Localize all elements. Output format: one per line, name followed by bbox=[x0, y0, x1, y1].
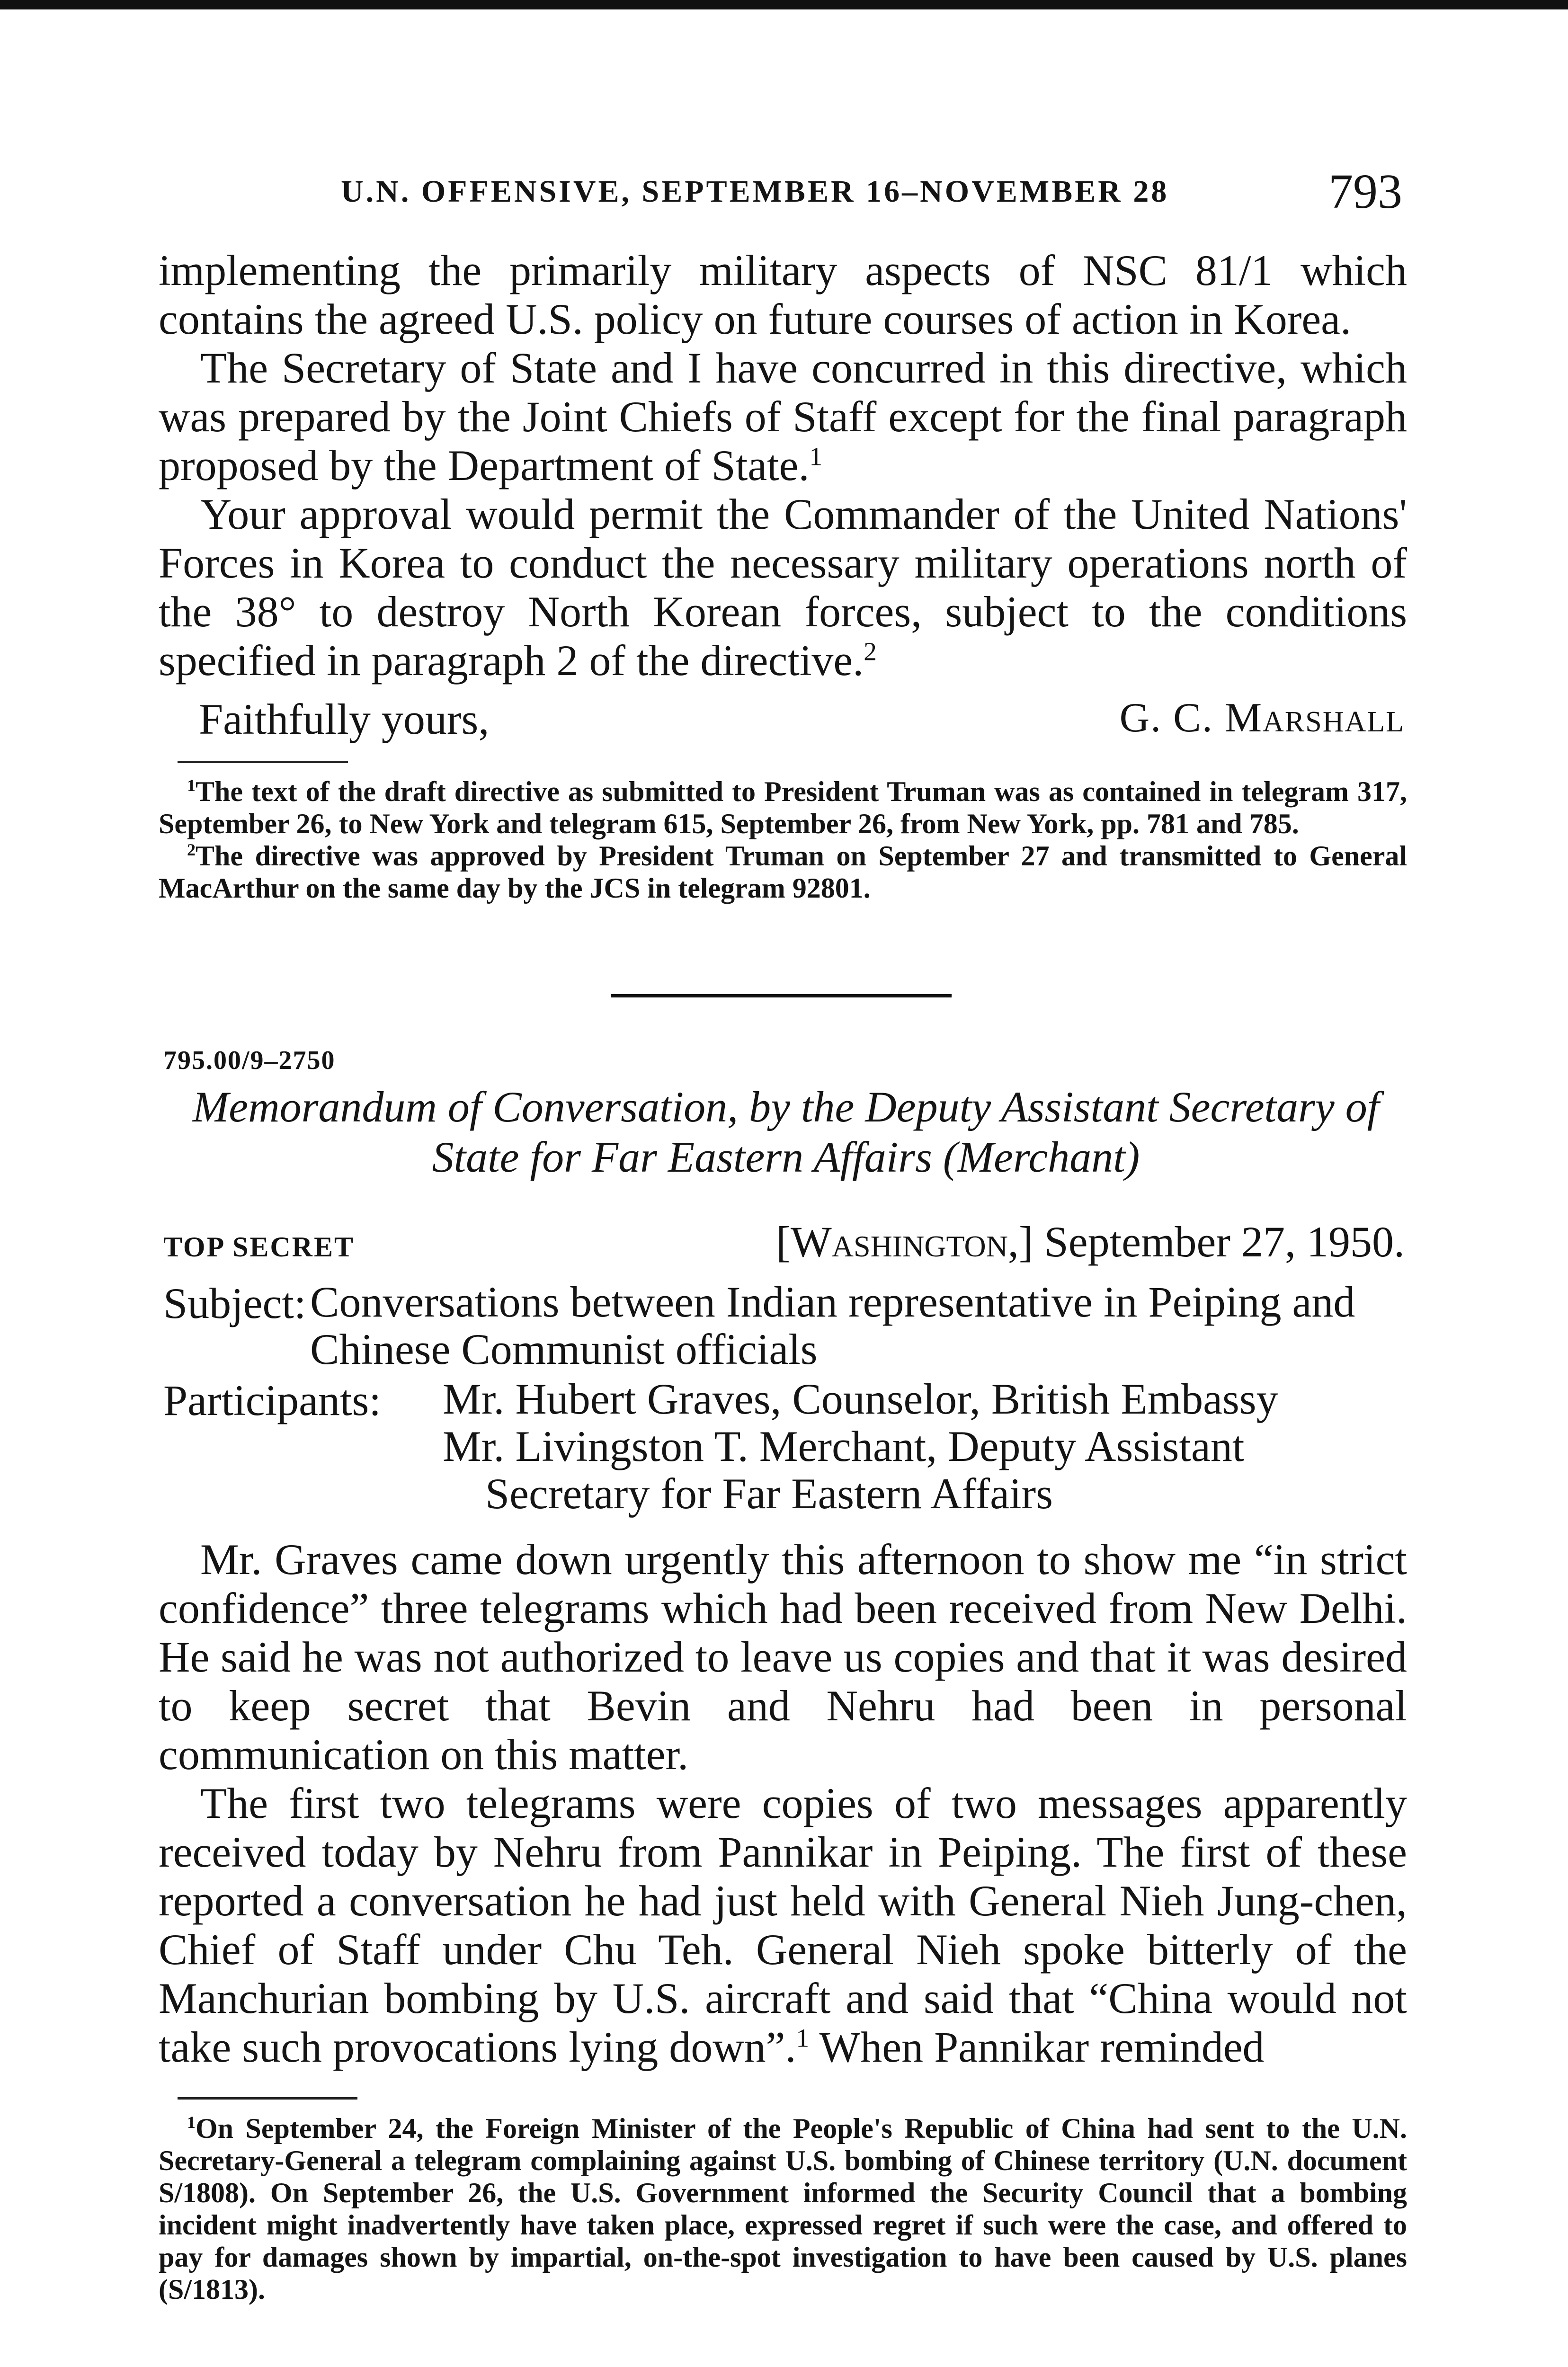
footnote-text: The directive was approved by President Truman on September 27 and transmitted to General MacArthur on the same day by the JCS in telegram 92801. bbox=[159, 840, 1407, 904]
title-line: Memorandum of Conversation, by the Deputy Assistant Secretary of bbox=[192, 1083, 1380, 1131]
letter-closing: Faithfully yours, bbox=[199, 695, 490, 743]
footnote-mark: 1 bbox=[187, 776, 196, 795]
footnote-reference: 1 bbox=[796, 2023, 810, 2053]
letter-paragraph bbox=[159, 246, 1407, 344]
title-line: State for Far Eastern Affairs (Merchant) bbox=[432, 1133, 1140, 1181]
participants-label: Participants: bbox=[163, 1376, 381, 1424]
footnote-text: On September 24, the Foreign Minister of the People's Republic of China had sent to the U.N. Secretary-General a telegram complaining against U.S. bombing of Chinese territory (U.N. document S/1808). On September 26, the U.S. Government informed the Security Council that a bombing incident might inadvertently have taken place, expressed regret if such were the case, and offered to pay for damages shown by impartial, on-the-spot investigation to have been caused by U.S. planes (S/1813). bbox=[159, 2113, 1407, 2305]
footnote-text: The text of the draft directive as submitted to President Truman was as contained in telegram 317, September 26, to New York and telegram 615, September 26, from New York, pp. 781 and 785. bbox=[159, 776, 1407, 839]
letter-signature: G. C. Marshall bbox=[1119, 695, 1405, 741]
paragraph-text: When Pannikar reminded bbox=[809, 2023, 1265, 2071]
memo-paragraph bbox=[159, 1779, 1407, 2072]
running-head: U.N. OFFENSIVE, SEPTEMBER 16–NOVEMBER 28 bbox=[341, 174, 1169, 209]
subject-label: Subject: bbox=[163, 1279, 306, 1327]
footnote-mark: 2 bbox=[187, 840, 196, 859]
footnote-reference: 1 bbox=[809, 442, 823, 471]
footnotes-top bbox=[159, 775, 1407, 904]
footnote-rule bbox=[178, 761, 348, 763]
footnote-rule bbox=[178, 2097, 357, 2100]
dateline-place: [Washington,] bbox=[776, 1218, 1033, 1266]
subject-text: Conversations between Indian representative in Peiping and Chinese Communist officials bbox=[310, 1278, 1355, 1373]
footnote-reference: 2 bbox=[864, 637, 877, 666]
footnote bbox=[159, 840, 1407, 904]
memo-body bbox=[159, 1535, 1407, 2072]
participant: Mr. Hubert Graves, Counselor, British Embassy bbox=[443, 1375, 1278, 1423]
paragraph-text: implementing the primarily military aspects of NSC 81/1 which contains the agreed U.S. policy on future courses of action in Korea. bbox=[159, 246, 1407, 343]
paragraph-text: Your approval would permit the Commander of the United Nations' Forces in Korea to conduct the necessary military operations north of the 38° to destroy North Korean forces, subject to the conditions specified in paragraph 2 of the directive. bbox=[159, 490, 1407, 685]
letter-paragraph bbox=[159, 344, 1407, 490]
classification-marking: TOP SECRET bbox=[163, 1231, 355, 1263]
paragraph-text: The first two telegrams were copies of two messages apparently received today by Nehru from Pannikar in Peiping. The first of these reported a conversation he had just held with General Nieh Jung-chen, Chief of Staff under Chu Teh. General Nieh spoke bitterly of the Manchurian bombing by U.S. aircraft and said that “China would not take such provocations lying down”. bbox=[159, 1779, 1407, 2071]
top-border-line bbox=[0, 0, 1568, 9]
memo-paragraph: Mr. Graves came down urgently this afternoon to show me “in strict confidence” three telegrams which had been received from New Delhi. He said he was not authorized to leave us copies and that it was desired to keep secret that Bevin and Nehru had been in personal communication on this matter. bbox=[159, 1535, 1407, 1779]
participant: Mr. Livingston T. Merchant, Deputy Assistant Secretary for Far Eastern Affairs bbox=[443, 1422, 1245, 1518]
footnote bbox=[159, 2112, 1407, 2305]
file-number: 795.00/9–2750 bbox=[163, 1046, 336, 1075]
dateline-date: September 27, 1950. bbox=[1044, 1218, 1405, 1266]
page-number: 793 bbox=[1328, 164, 1402, 219]
letter-body bbox=[159, 246, 1407, 685]
dateline bbox=[776, 1217, 1405, 1267]
footnotes-bottom bbox=[159, 2112, 1407, 2305]
letter-paragraph bbox=[159, 490, 1407, 685]
footnote-mark: 1 bbox=[187, 2113, 196, 2132]
paragraph-text: The Secretary of State and I have concurred in this directive, which was prepared by the Joint Chiefs of Staff except for the final paragraph proposed by the Department of State. bbox=[159, 344, 1407, 489]
footnote bbox=[159, 775, 1407, 840]
section-divider bbox=[611, 994, 952, 997]
document-title bbox=[142, 1082, 1430, 1182]
page-header bbox=[0, 163, 1568, 219]
